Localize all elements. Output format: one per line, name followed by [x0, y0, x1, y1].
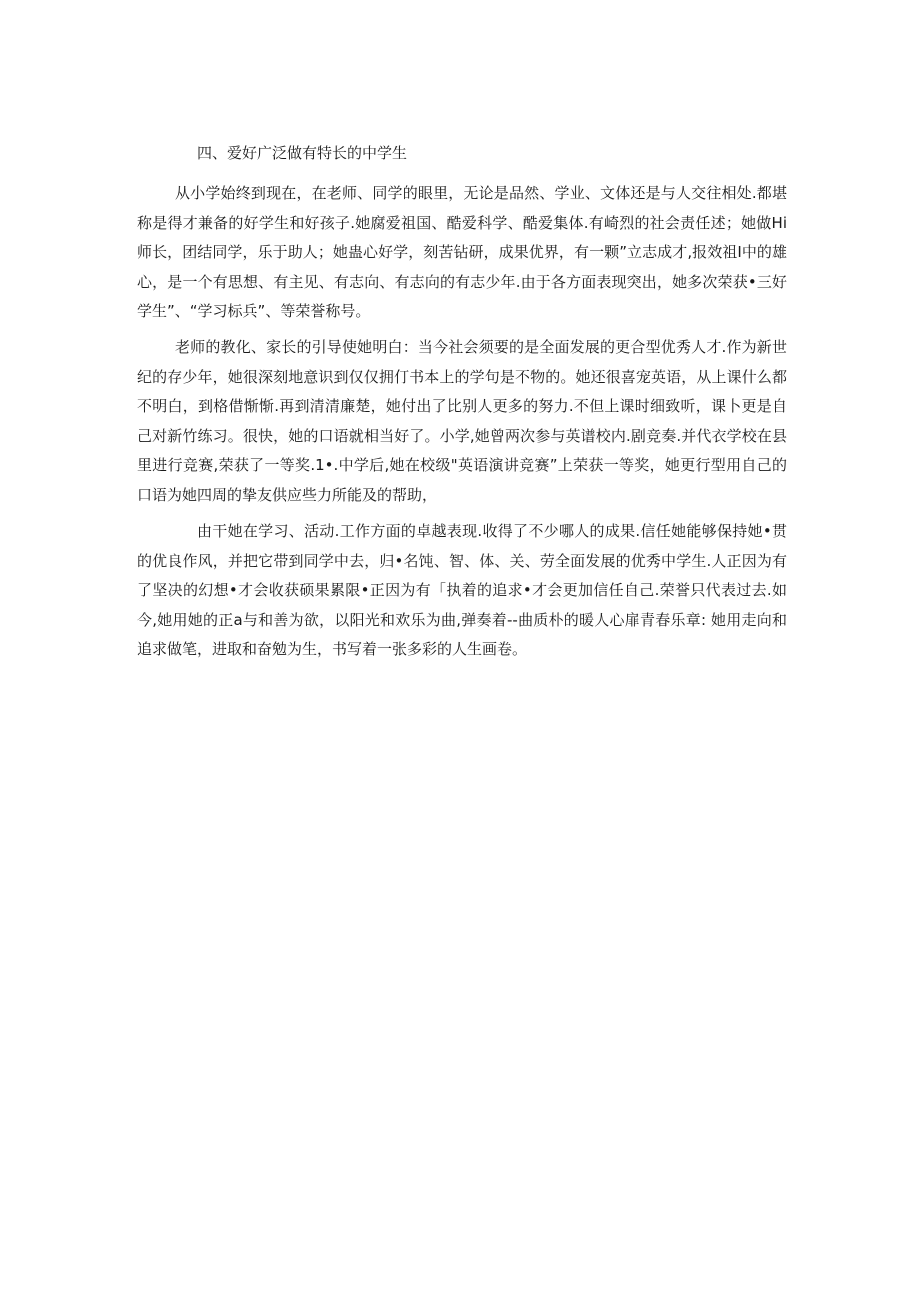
paragraph-2: 老师的教化、家长的引导使她明白：当今社会须要的是全面发展的更合型优秀人才.作为新世纪的存少年，她很深刻地意识到仅仅拥仃书本上的学句是不物的。她还很喜宠英语，从上课什么都不明白，到格借惭惭.再到清清廉楚，她付出了比别人更多的努力.不但上课时细致听，课卜更是自己对新竹练习。很快，她的口语就相当好了。小学,她曾两次参与英谱校内.剧竞奏.并代衣学校在县里进行竞赛,荣获了一等奖.1•.中学后,她在校级"英语演讲竞赛”上荣获一等奖，她更行型用自己的口语为她四周的挚友供应些力所能及的帮助，: [137, 338, 787, 504]
section-heading: 四、爱好广泛做有特长的中学生: [197, 144, 408, 162]
paragraph-3: 由干她在学习、活动.工作方面的卓越表现.收得了不少哪人的成果.信任她能够保持她•贯的优良作风，并把它带到同学中去，归•名饨、智、体、关、劳全面发展的优秀中学生.人正因为有了坚决的幻想•才会收获硕果累限•正因为有「执着的追求•才会更加信任自己.荣誉只代表过去.如今,她用她的正a与和善为欲，以阳光和欢乐为曲,弹奏着--曲质朴的暖人心扉青春乐章: 她用走向和追求做笔，进取和奋勉为生，书写着一张多彩的人生画卷。: [137, 522, 787, 658]
paragraph-1: 从小学始终到现在，在老师、同学的眼里，无论是品然、学业、文体还是与人交往相处.都堪称是得才兼备的好学生和好孩子.她腐爱祖国、酷爱科学、酷爱集体.有崎烈的社会责任述；她做Hi师长，团结同学，乐于助人；她蛊心好学，刻苦钻研，成果优界，有一颗”立志成才,报效祖I中的雄心，是一个有思想、有主见、有志向、有志向的有志少年.由于各方面表现突出，她多次荣获•三好学生”、“学习标兵”、等荣誉称号。: [137, 184, 787, 320]
